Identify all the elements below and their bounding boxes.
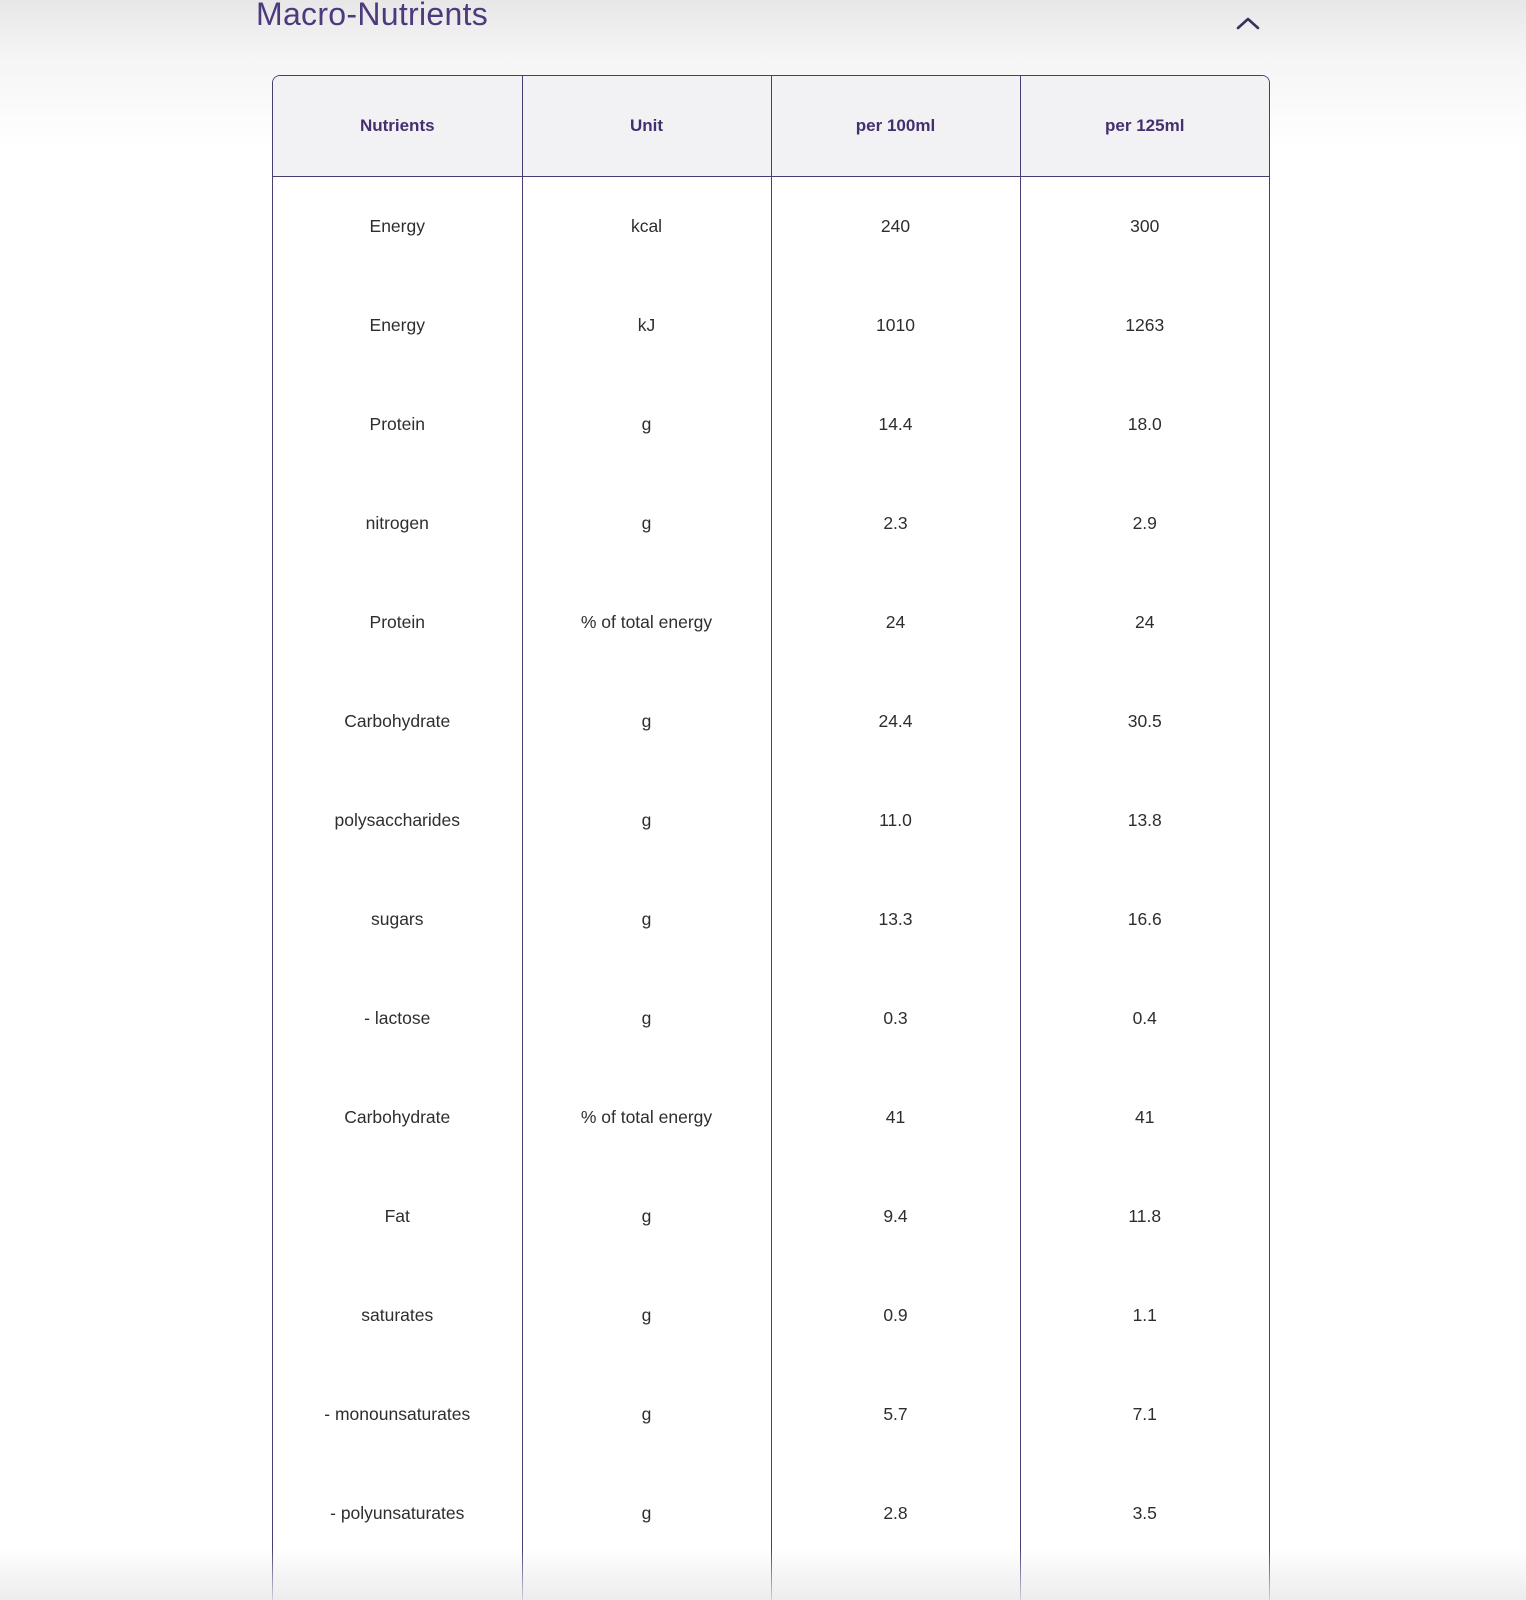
unit-cell: % of total energy: [522, 573, 771, 672]
per-125ml-cell: 1.1: [1020, 1266, 1269, 1365]
table-row: [273, 771, 1269, 870]
nutrient-cell: Protein: [273, 375, 522, 474]
per-100ml-cell: 11.0: [771, 771, 1020, 870]
per-100ml-cell: 13.3: [771, 870, 1020, 969]
nutrient-cell: Energy: [273, 177, 522, 277]
column-header-per-100ml: per 100ml: [771, 76, 1020, 177]
per-125ml-cell: 1263: [1020, 276, 1269, 375]
per-100ml-cell: 24.4: [771, 672, 1020, 771]
unit-cell: % of total energy: [522, 1068, 771, 1167]
nutrient-cell: - polyunsaturates: [273, 1464, 522, 1563]
table-row: [273, 1068, 1269, 1167]
table-row: [273, 375, 1269, 474]
per-125ml-cell: 41: [1020, 1068, 1269, 1167]
per-125ml-cell: 3.5: [1020, 1464, 1269, 1563]
collapse-section-button[interactable]: [1232, 8, 1264, 40]
per-125ml-cell: 18.0: [1020, 375, 1269, 474]
nutrient-cell: Carbohydrate: [273, 1068, 522, 1167]
per-125ml-cell: 16.6: [1020, 870, 1269, 969]
per-100ml-cell: 41: [771, 1068, 1020, 1167]
unit-cell: g: [522, 1167, 771, 1266]
empty-cell: [273, 1563, 522, 1600]
unit-cell: kcal: [522, 177, 771, 277]
per-100ml-cell: 24: [771, 573, 1020, 672]
unit-cell: kJ: [522, 276, 771, 375]
table-row: [273, 276, 1269, 375]
column-header-nutrients: Nutrients: [273, 76, 522, 177]
per-125ml-cell: 30.5: [1020, 672, 1269, 771]
nutrient-cell: - monounsaturates: [273, 1365, 522, 1464]
per-100ml-cell: 9.4: [771, 1167, 1020, 1266]
nutrient-cell: polysaccharides: [273, 771, 522, 870]
per-100ml-cell: 0.9: [771, 1266, 1020, 1365]
per-125ml-cell: 300: [1020, 177, 1269, 277]
unit-cell: g: [522, 474, 771, 573]
per-100ml-cell: 0.3: [771, 969, 1020, 1068]
nutrient-cell: nitrogen: [273, 474, 522, 573]
table-row: [273, 474, 1269, 573]
nutrient-cell: Carbohydrate: [273, 672, 522, 771]
table-row: [273, 177, 1269, 277]
per-100ml-cell: 240: [771, 177, 1020, 277]
unit-cell: g: [522, 1365, 771, 1464]
unit-cell: g: [522, 672, 771, 771]
unit-cell: g: [522, 969, 771, 1068]
column-header-unit: Unit: [522, 76, 771, 177]
chevron-up-icon: [1235, 15, 1261, 33]
column-header-per-125ml: per 125ml: [1020, 76, 1269, 177]
nutrient-cell: sugars: [273, 870, 522, 969]
section-title: Macro-Nutrients: [256, 0, 489, 32]
unit-cell: g: [522, 375, 771, 474]
empty-cell: [1020, 1563, 1269, 1600]
per-100ml-cell: 5.7: [771, 1365, 1020, 1464]
nutrient-cell: - lactose: [273, 969, 522, 1068]
empty-cell: [522, 1563, 771, 1600]
per-100ml-cell: 14.4: [771, 375, 1020, 474]
table-header-row: [273, 76, 1269, 177]
unit-cell: g: [522, 1464, 771, 1563]
table-row: [273, 1365, 1269, 1464]
table-row: [273, 1167, 1269, 1266]
empty-cell: [771, 1563, 1020, 1600]
per-125ml-cell: 24: [1020, 573, 1269, 672]
per-100ml-cell: 1010: [771, 276, 1020, 375]
unit-cell: g: [522, 1266, 771, 1365]
table-row: [273, 870, 1269, 969]
table-row: [273, 1266, 1269, 1365]
per-125ml-cell: 13.8: [1020, 771, 1269, 870]
per-125ml-cell: 11.8: [1020, 1167, 1269, 1266]
table-row: [273, 573, 1269, 672]
per-125ml-cell: 0.4: [1020, 969, 1269, 1068]
unit-cell: g: [522, 870, 771, 969]
unit-cell: g: [522, 771, 771, 870]
nutrient-cell: Protein: [273, 573, 522, 672]
per-100ml-cell: 2.8: [771, 1464, 1020, 1563]
per-100ml-cell: 2.3: [771, 474, 1020, 573]
per-125ml-cell: 7.1: [1020, 1365, 1269, 1464]
table-row-clipped: [273, 1563, 1269, 1600]
nutrients-table: [272, 75, 1270, 1600]
nutrient-cell: Fat: [273, 1167, 522, 1266]
per-125ml-cell: 2.9: [1020, 474, 1269, 573]
nutrient-cell: Energy: [273, 276, 522, 375]
nutrient-cell: saturates: [273, 1266, 522, 1365]
table-row: [273, 969, 1269, 1068]
table-row: [273, 1464, 1269, 1563]
table-row: [273, 672, 1269, 771]
